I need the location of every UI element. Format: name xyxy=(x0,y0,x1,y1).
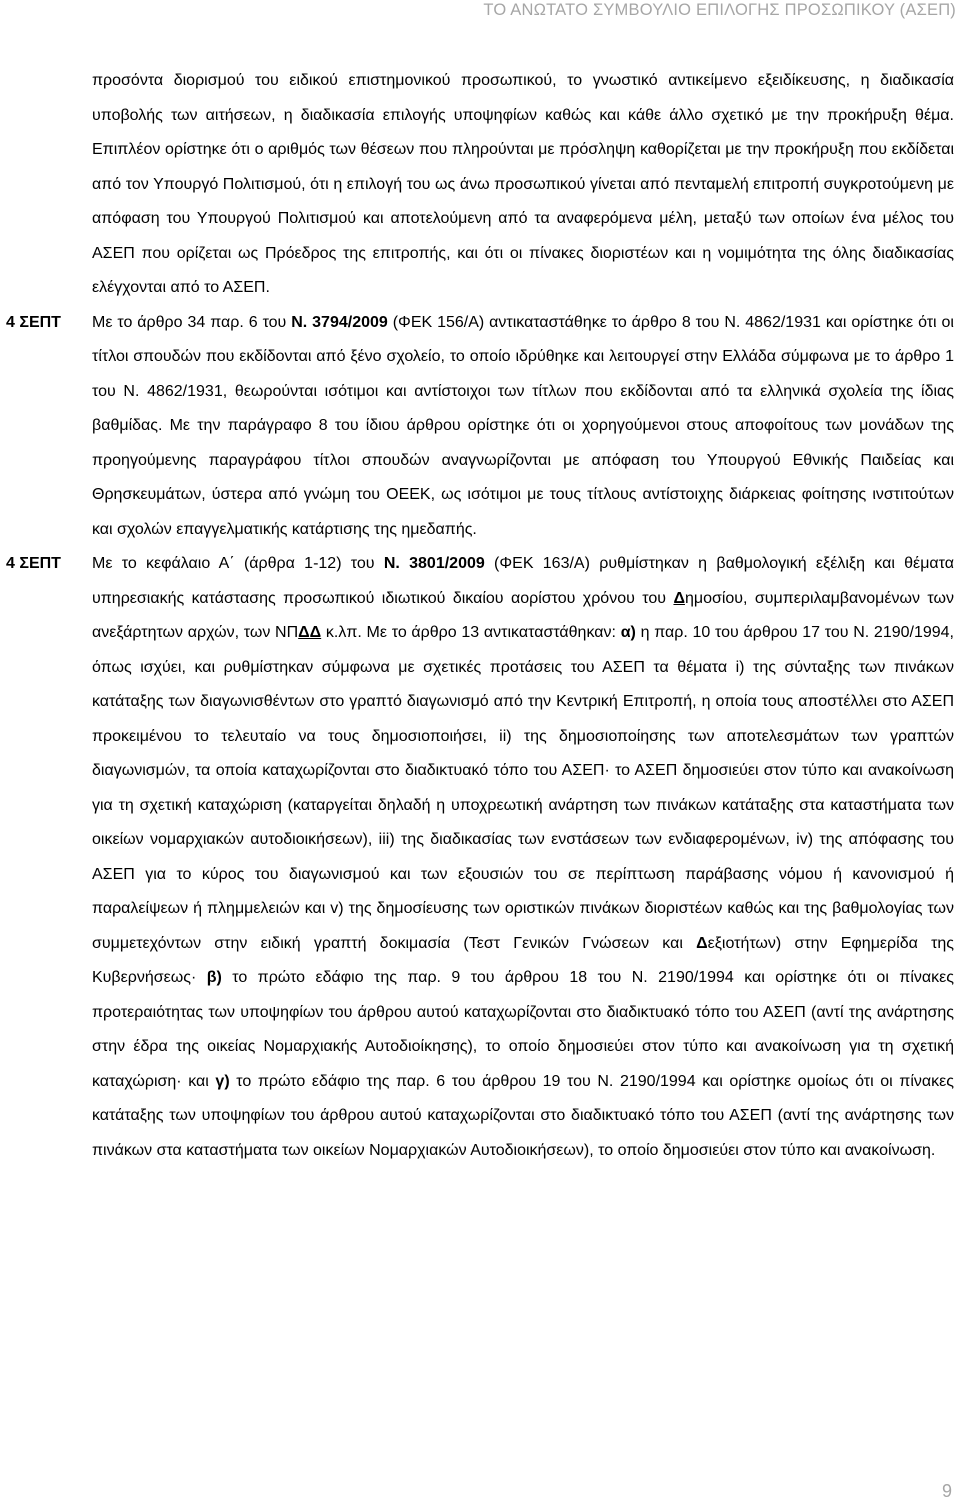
text-run: προσόντα διορισμού του ειδικού επιστημονικού προσωπικού, το γνωστικό αντικείμενο εξειδίκευσης, η διαδικασία υποβολής των αιτήσεων, η διαδικασία επιλογής υποψηφίων καθώς και κάθε άλλο σχετικό με την προκήρυξη θέμα. Επιπλέον ορίστηκε ότι ο αριθμός των θέσεων που πληρούνται με πρόσληψη καθορίζεται με την προκήρυξη που εκδίδεται από τον Υπουργό Πολιτισμού, ότι η επιλογή του ως άνω προσωπικού γίνεται από πενταμελή επιτροπή συγκροτούμενη με απόφαση του Υπουργού Πολιτισμού και αποτελούμενη από τα αναφερόμενα μέλη, μεταξύ των οποίων ένα μέλος του ΑΣΕΠ που ορίζεται ως Πρόεδρος της επιτροπής, και ότι οι πίνακες διοριστέων και η νομιμότητα της όλης διαδικασίας ελέγχονται από το ΑΣΕΠ. xyxy=(92,72,954,296)
text-run: το πρώτο εδάφιο της παρ. 9 του άρθρου 18 του Ν. 2190/1994 και ορίστηκε ότι οι πίνακες προτεραιότητας των υποψηφίων του άρθρου αυτού καταχωρίζονται στο διαδικτυακό τόπο του ΑΣΕΠ (αντί της ανάρτησης στην έδρα της οικείας Νομαρχιακής Αυτοδιοίκησης), το οποίο δημοσιεύει στον τύπο και ανακοίνωση για τη σχετική καταχώριση· και xyxy=(92,969,954,1090)
text-run: η παρ. 10 του άρθρου 17 του Ν. 2190/1994, όπως ισχύει, και ρυθμίστηκαν σύμφωνα με σχετικές προτάσεις του ΑΣΕΠ τα θέματα i) της σύνταξης των πινάκων κατάταξης των διαγωνισθέντων στο γραπτό διαγωνισμό από την Κεντρική Επιτροπή, η οποία τους αποστέλλει στο ΑΣΕΠ προκειμένου το τελευταίο να τους δημοσιοποιήσει, ii) της δημοσιοποίησης των αποτελεσμάτων των γραπτών διαγωνισμών, τα οποία καταχωρίζονται στο διαδικτυακό τόπο του ΑΣΕΠ· το ΑΣΕΠ δημοσιεύει στον τύπο και ανακοίνωση για τη σχετική καταχώριση (καταργείται δηλαδή η υποχρεωτική ανάρτηση των πινάκων κατάταξης στα καταστήματα των οικείων νομαρχιακών αυτοδιοικήσεων), iii) της διαδικασίας των ενστάσεων των ενδιαφερομένων, iv) της απόφασης του ΑΣΕΠ για το κύρος του διαγωνισμού και των εξουσιών του σε περίπτωση παράβασης νόμου ή κανονισμού ή παραλείψεων ή πλημμελειών και v) της δημοσίευσης των οριστικών πινάκων διοριστέων καθώς και της βαθμολογίας των συμμετεχόντων στην ειδική γραπτή δοκιμασία (Τεστ Γενικών Γνώσεων και xyxy=(92,624,955,952)
entry-n3801 xyxy=(0,547,960,1168)
entry-continuation xyxy=(0,64,960,306)
text-run: Δ xyxy=(673,589,685,607)
text-run: (ΦΕΚ 163/Α) ρυθμίστηκαν η βαθμολογική εξέλιξη και θέματα υπηρεσιακής κατάστασης προσωπικού ιδιωτικού δικαίου αορίστου χρόνου του xyxy=(92,555,954,607)
entry-date-tag: 4 ΣΕΠΤ xyxy=(6,555,61,572)
text-run: Με το άρθρο 34 παρ. 6 του xyxy=(92,313,292,331)
text-run: Με το κεφάλαιο Α΄ (άρθρα 1-12) του xyxy=(92,555,384,572)
entry-paragraph xyxy=(92,306,954,548)
text-run: το πρώτο εδάφιο της παρ. 6 του άρθρου 19 του Ν. 2190/1994 και ορίστηκε ομοίως ότι οι πίνακες κατάταξης των υποψηφίων του άρθρου αυτού καταχωρίζονται στο διαδικτυακό τόπο του ΑΣΕΠ (αντί της ανάρτησης των πινάκων στα καταστήματα των οικείων Νομαρχιακών Αυτοδιοικήσεων), το οποίο δημοσιεύει στον τύπο και ανακοίνωση. xyxy=(92,1072,954,1159)
text-run: α) xyxy=(620,624,636,641)
text-run: (ΦΕΚ 156/Α) αντικαταστάθηκε το άρθρο 8 του Ν. 4862/1931 και ορίστηκε ότι οι τίτλοι σπουδών που εκδίδονται από ξένο σχολείο, το οποίο ιδρύθηκε και λειτουργεί στην Ελλάδα σύμφωνα με το άρθρο 1 του Ν. 4862/1931, θεωρούνται ισότιμοι και αντίστοιχοι των τίτλων που εκδίδονται από τα ελληνικά σχολεία της ίδιας βαθμίδας. Με την παράγραφο 8 του ίδιου άρθρου ορίστηκε ότι οι χορηγούμενοι στους αποφοίτους των μονάδων της προηγούμενης παραγράφου τίτλοι σπουδών αναγνωρίζονται με απόφαση του Υπουργού Εθνικής Παιδείας και Θρησκευμάτων, ύστερα από γνώμη του ΟΕΕΚ, ως ισότιμοι με τους τίτλους αντίστοιχης διάρκειας φοίτησης ινστιτούτων και σχολών επαγγελματικής κατάρτισης της ημεδαπής. xyxy=(92,313,954,538)
running-header-title: ΤΟ ΑΝΩΤΑΤΟ ΣΥΜΒΟΥΛΙΟ ΕΠΙΛΟΓΗΣ ΠΡΟΣΩΠΙΚΟΥ (ΑΣΕΠ) xyxy=(483,1,956,19)
text-run: Ν. 3801/2009 xyxy=(383,555,485,572)
text-run: Δ xyxy=(696,934,708,952)
text-run: εξιοτήτων) στην Εφημερίδα της Κυβερνήσεως· xyxy=(92,934,955,986)
document-body xyxy=(0,64,960,1168)
text-run: γ) xyxy=(215,1072,230,1090)
text-run: ημοσίου, συμπεριλαμβανομένων των ανεξάρτητων αρχών, των ΝΠ xyxy=(92,589,955,641)
text-run: ΔΔ xyxy=(298,624,322,641)
text-run: Ν. 3794/2009 xyxy=(291,313,388,331)
entry-n3794 xyxy=(0,306,960,548)
text-run: β) xyxy=(206,969,222,986)
entry-paragraph xyxy=(92,64,954,306)
entry-paragraph xyxy=(92,547,954,1168)
page-number: 9 xyxy=(941,1481,952,1501)
entry-date-tag: 4 ΣΕΠΤ xyxy=(6,313,61,331)
text-run: κ.λπ. Με το άρθρο 13 αντικαταστάθηκαν: xyxy=(321,624,621,641)
